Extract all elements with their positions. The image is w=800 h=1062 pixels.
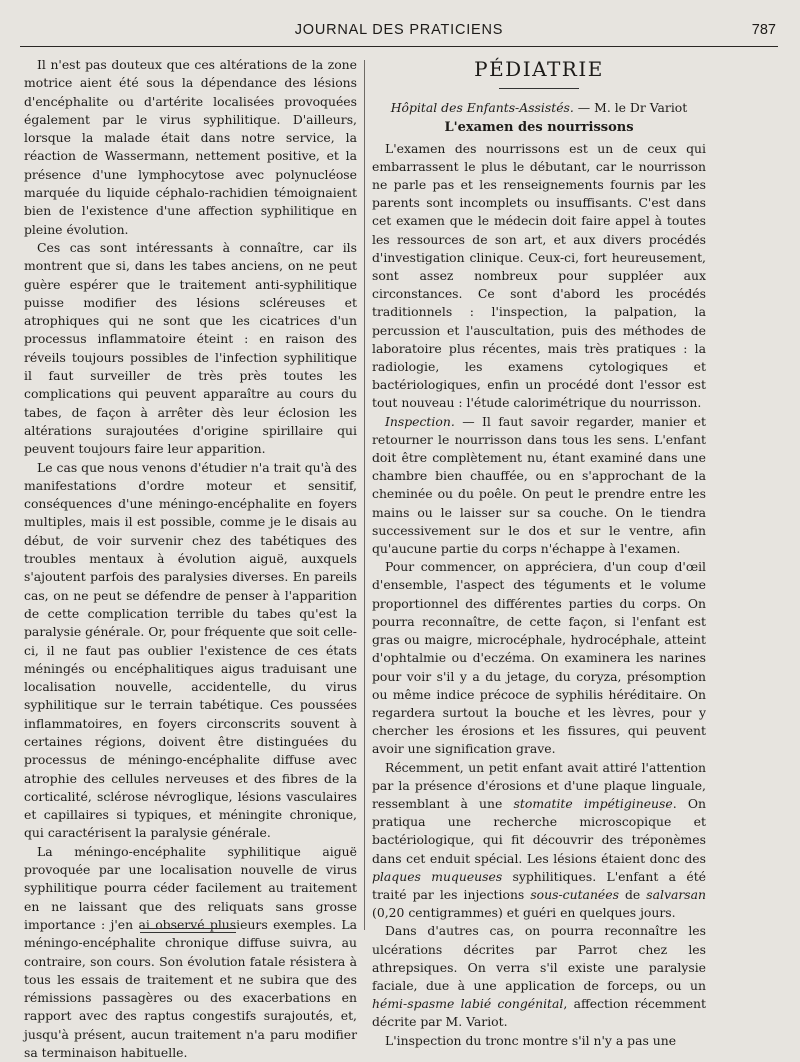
end-of-article-rule xyxy=(140,928,236,933)
right-paragraph-6: L'inspection du tronc montre s'il n'y a pas une xyxy=(385,1032,677,1048)
left-paragraph-1: Il n'est pas douteux que ces altérations de la zone motrice aient été sous la dépendance des lésions d'encéphalite ou d'artérite localisées provoquées également par le virus syphilitique. D'ailleurs, lorsque la malade était dans notre service, la réaction de Wassermann, nettement positive, et la présence d'une lymphocytose avec polynucléose marquée du liquide céphalo-rachidien témoignaient bien de l'existence d'une affection syphilitique en pleine évolution. xyxy=(24,57,357,237)
article-title: L'examen des nourrissons xyxy=(444,120,634,136)
p4-italic-salvarsan: salvarsan xyxy=(646,886,706,902)
p4-italic-stomatite: stomatite impétigineuse xyxy=(513,795,673,811)
left-column xyxy=(24,56,357,1061)
p4-text-b: . On pratiqua une recherche microscopique et bactériologique, qui fit découvrir des tréponèmes dans cet enduit spécial. Les lésions étaient donc des xyxy=(372,795,706,866)
right-paragraph-5 xyxy=(372,922,706,1031)
p4-text-a: Récemment, un petit enfant avait attiré l'attention par la présence d'érosions et d'une plaque linguale, ressemblant à une xyxy=(372,759,706,811)
p4-text-e: (0,20 centigrammes) et guéri en quelques jours. xyxy=(372,905,676,921)
inspection-text: — Il faut savoir regarder, manier et retourner le nourrisson dans tous les sens. L'enfant doit être complètement nu, étant examiné dans une chambre bien chauffée, ou en s'approchant de la cheminée ou du poêle. On peut le prendre entre les mains ou le laisser sur sa couche. On le tiendra successivement sur le dos et sur le ventre, afin qu'aucune partie du corps n'échappe à l'examen. xyxy=(372,413,706,557)
p5-text-a: Dans d'autres cas, on pourra reconnaître les ulcérations décrites par Parrot chez les athrepsiques. On verra s'il existe une paralysie faciale, due à une application de forceps, ou un xyxy=(372,923,706,993)
p4-text-c: syphilitiques. L'enfant a été traité par les injections xyxy=(372,868,706,902)
article-byline xyxy=(372,99,706,117)
running-title: JOURNAL DES PRATICIENS xyxy=(294,22,504,38)
left-paragraph-4: La méningo-encéphalite syphilitique aiguë provoquée par une localisation nouvelle de virus syphilitique pourra céder facilement au traitement en ne laissant que des reliquats sans grosse importance : j'en ai observé plusieurs exemples. La méningo-encéphalite chronique diffuse suivra, au contraire, son cours. Son évolution fatale résistera à tous les essais de traitement et ne subira que des rémissions passagères ou des exacerbations en rapport avec des raptus congestifs surajoutés, et, jusqu'à présent, aucun traitement n'a paru modifier sa terminaison habituelle. xyxy=(24,843,357,1061)
p4-text-d: de xyxy=(618,886,647,902)
p5-text-b: , affection récemment décrite par M. Variot. xyxy=(372,996,706,1030)
right-paragraph-3: Pour commencer, on appréciera, d'un coup d'œil d'ensemble, l'aspect des téguments et le volume proportionnel des différentes parties du corps. On pourra reconnaître, de cette façon, si l'enfant est gras ou maigre, microcéphale, hydrocéphale, atteint d'ophtalmie ou d'eczéma. On examinera les narines pour voir s'il y a du jetage, du coryza, présomption ou même indice précoce de syphilis héréditaire. On regardera surtout la bouche et les lèvres, pour y chercher les érosions et les fissures, qui peuvent avoir une signification grave. xyxy=(372,559,706,757)
page-number: 787 xyxy=(751,22,776,38)
left-paragraph-2: Ces cas sont intéressants à connaître, car ils montrent que si, dans les tabes anciens, on ne peut guère espérer que le traitement anti-syphilitique puisse modifier des lésions scléreuses et atrophiques qui ne sont que les cicatrices d'un processus inflammatoire éteint : en raison des réveils toujours possibles de l'infection syphilitique il faut surveiller de très près toutes les complications qui peuvent apparaître au cours du tabes, de façon à arrêter dès leur éclosion les altérations surajoutées d'origine spirillaire qui peuvent toujours faire leur apparition. xyxy=(24,239,357,457)
right-paragraph-4 xyxy=(372,759,706,923)
p4-italic-plaques: plaques muqueuses xyxy=(372,868,503,884)
right-column xyxy=(372,56,706,1056)
right-paragraph-intro: L'examen des nourrissons est un de ceux qui embarrassent le plus le débutant, car le nourrisson ne parle pas et les renseignements fournis par les parents sont incomplets ou insuffisants. C'est dans cet examen que le médecin doit faire appel à toutes les ressources de son art, et aux divers procédés d'investigation clinique. Ceux-ci, fort heureusement, sont assez nombreux pour suppléer aux circonstances. Ce sont d'abord les procédés traditionnels : l'inspection, la palpation, la percussion et l'auscultation, puis des méthodes de laboratoire plus récentes, mais très pratiques : la radiologie, les examens cytologiques et bactériologiques, enfin un procédé dont l'essor est tout nouveau : l'étude calorimétrique du nourrisson. xyxy=(372,140,706,411)
section-title: PÉDIATRIE xyxy=(474,57,604,81)
column-divider xyxy=(364,60,365,930)
left-paragraph-3: Le cas que nous venons d'étudier n'a trait qu'à des manifestations d'ordre moteur et sensitif, conséquences d'une méningo-encéphalite en foyers multiples, mais il est possible, comme je le disais au début, de voir survenir chez des tabétiques des troubles mentaux à évolution aiguë, auxquels s'ajoutent parfois des paralysies diverses. En pareils cas, on ne peut se défendre de penser à l'apparition de cette complication terrible du tabes qu'est la paralysie générale. Or, pour fréquente que soit celle-ci, il ne faut pas oublier l'existence de ces états méningés ou encéphalitiques aigus traduisant une localisation nouvelle, accidentelle, du virus syphilitique sur le terrain tabétique. Ces poussées inflammatoires, en foyers circonscrits souvent à certaines régions, doivent être distinguées du processus de méningo-encéphalite diffuse avec atrophie des cellules nerveuses et des fibres de la corticalité, sclérose névroglique, lésions vasculaires et capillaires si typiques, et méningite chronique, qui caractérisent la paralysie générale. xyxy=(24,459,357,841)
p5-italic-hemispasme: hémi-spasme labié congénital xyxy=(372,996,564,1012)
p4-italic-sous-cutanees: sous-cutanées xyxy=(530,886,619,902)
right-paragraph-inspection xyxy=(372,413,706,559)
page-header xyxy=(20,16,778,47)
section-title-rule xyxy=(499,88,579,89)
inspection-label: Inspection. xyxy=(385,413,455,429)
byline-hospital: Hôpital des Enfants-Assistés. xyxy=(390,100,574,116)
byline-author: — M. le Dr Variot xyxy=(577,100,688,116)
